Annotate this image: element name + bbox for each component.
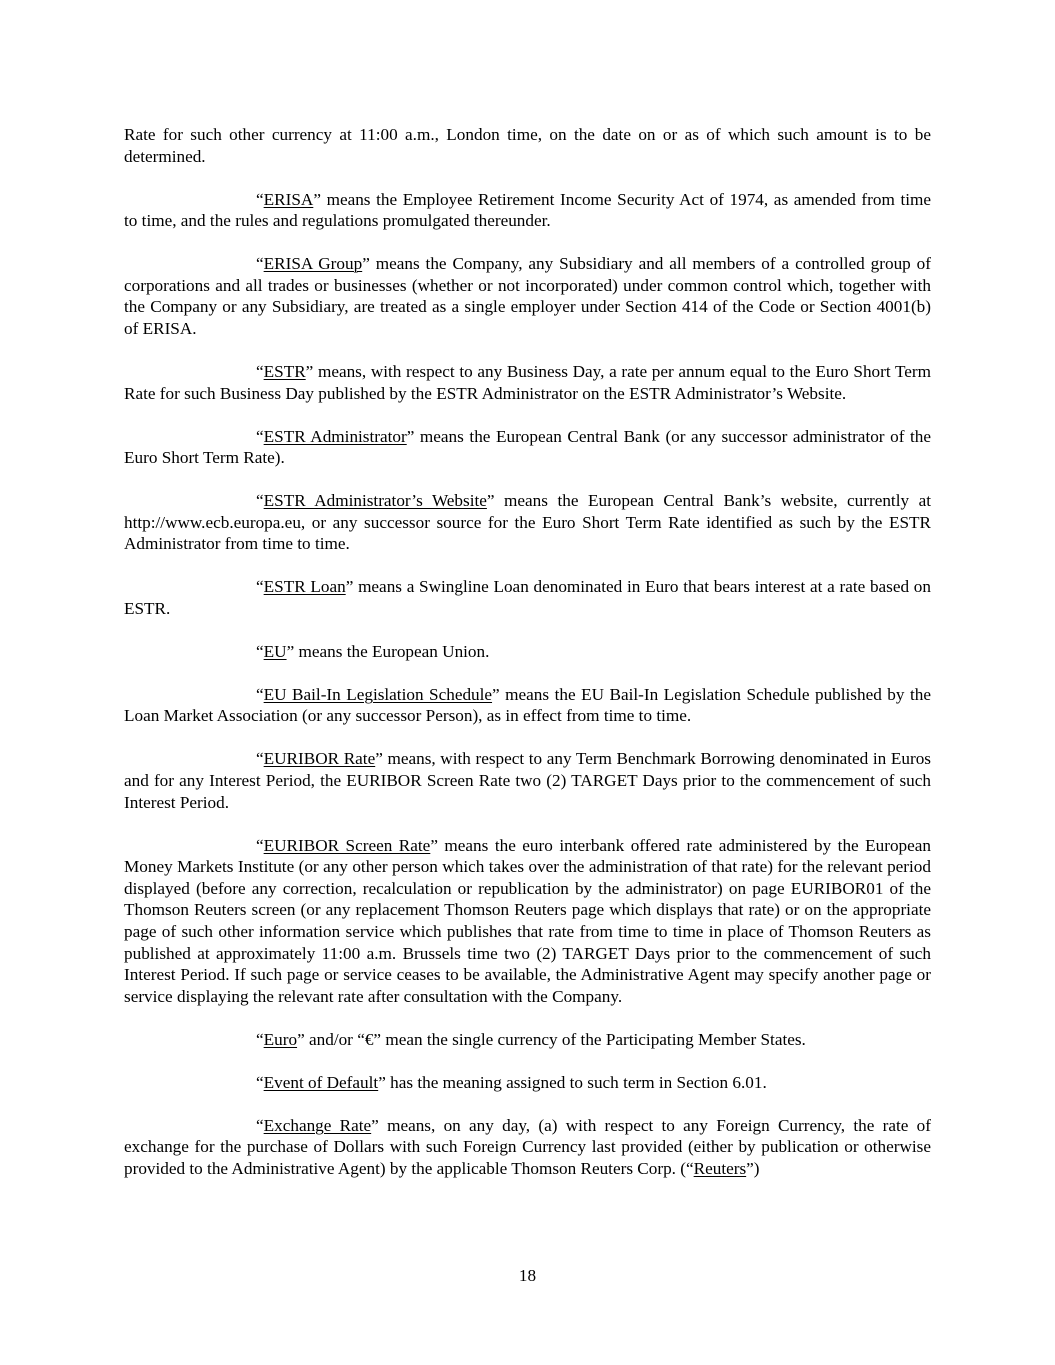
definition-text: means, on any day, (a) with respect to any Foreign Currency, the rate of exchange for the purchase of Dollars with such Foreign Currency last provided (either by publication or otherwise provided to the Administrative Agent) by the applicable Thomson Reuters Corp. ( <box>124 1115 931 1178</box>
definition-text: means the Employee Retirement Income Security Act of 1974, as amended from time to time, and the rules and regulations promulgated thereunder. <box>124 189 931 231</box>
definition-text: means the Company, any Subsidiary and all members of a controlled group of corporations and all trades or businesses (whether or not incorporated) under common control which, together with the Company or any Subsidiary, are treated as a single employer under Section 414 of the Code or Section 4001(b) of ERISA. <box>124 254 931 338</box>
definition-estr-administrators-website: “ESTR Administrator’s Website” means the European Central Bank’s website, currently at http://www.ecb.europa.eu, or any successor source for the Euro Short Term Rate identified as such by the ESTR Administrator from time to time. <box>124 491 931 554</box>
definition-euro: “Euro” and/or “€” mean the single currency of the Participating Member States. <box>256 1029 806 1049</box>
definition-text: means the European Union. <box>294 641 490 661</box>
definition-text: means a Swingline Loan denominated in Euro that bears interest at a rate based on ESTR. <box>124 577 931 618</box>
defined-term: Event of Default <box>263 1072 379 1092</box>
definition-text: and/or “€” mean the single currency of the Participating Member States. <box>304 1029 806 1049</box>
definition-text: means the EU Bail-In Legislation Schedule published by the Loan Market Association (or any successor Person), as in effect from time to time. <box>124 684 931 726</box>
definition-estr: “ESTR” means, with respect to any Business Day, a rate per annum equal to the Euro Short Term Rate for such Business Day published by the ESTR Administrator on the ESTR Administrator’s Website. <box>124 361 931 403</box>
defined-term: Euro <box>263 1029 298 1049</box>
definition-text: means the European Central Bank’s website, currently at http://www.ecb.europa.eu, or any successor source for the Euro Short Term Rate identified as such by the ESTR Administrator from time to time. <box>124 491 931 554</box>
definition-euribor-rate: “EURIBOR Rate” means, with respect to any Term Benchmark Borrowing denominated in Euros and for any Interest Period, the EURIBOR Screen Rate two (2) TARGET Days prior to the commencement of such Interest Period. <box>124 749 931 812</box>
defined-term: EU <box>263 641 287 661</box>
definition-exchange-rate: “Exchange Rate” means, on any day, (a) with respect to any Foreign Currency, the rate of exchange for the purchase of Dollars with such Foreign Currency last provided (either by publication or otherwise provided to the Administrative Agent) by the applicable Thomson Reuters Corp. (“Reuters”) <box>124 1115 931 1178</box>
definition-eu-bail-in-legislation-schedule: “EU Bail-In Legislation Schedule” means the EU Bail-In Legislation Schedule published by the Loan Market Association (or any successor Person), as in effect from time to time. <box>124 684 931 726</box>
page-number: 18 <box>518 1266 537 1285</box>
definition-text-tail: ) <box>753 1158 760 1178</box>
definition-euribor-screen-rate: “EURIBOR Screen Rate” means the euro interbank offered rate administered by the European Money Markets Institute (or any other person which takes over the administration of that rate) for the relevant period displayed (before any correction, recalculation or republication by the administrator) on page EURIBOR01 of the Thomson Reuters screen (or any replacement Thomson Reuters page which displays that rate) or on the appropriate page of such other information service which publishes that rate from time to time in place of Thomson Reuters as published at approximately 11:00 a.m. Brussels time two (2) TARGET Days prior to the commencement of such Interest Period. If such page or service ceases to be available, the Administrative Agent may specify another page or service displaying the relevant rate after consultation with the Company. <box>124 835 931 1006</box>
defined-term: ESTR Administrator <box>263 426 407 446</box>
definition-estr-loan: “ESTR Loan” means a Swingline Loan denominated in Euro that bears interest at a rate based on ESTR. <box>124 577 931 618</box>
continuation-paragraph: Rate for such other currency at 11:00 a.m., London time, on the date on or as of which such amount is to be determined. <box>124 125 931 166</box>
defined-term: ERISA Group <box>263 254 363 274</box>
document-body <box>124 124 931 1201</box>
defined-term: EURIBOR Rate <box>263 749 376 769</box>
defined-term: ESTR Administrator’s Website <box>263 491 487 511</box>
definition-text: has the meaning assigned to such term in Section 6.01. <box>385 1072 767 1092</box>
definition-event-of-default: “Event of Default” has the meaning assigned to such term in Section 6.01. <box>256 1072 767 1092</box>
definition-erisa-group: “ERISA Group” means the Company, any Subsidiary and all members of a controlled group of corporations and all trades or businesses (whether or not incorporated) under common control which, together with the Company or any Subsidiary, are treated as a single employer under Section 414 of the Code or Section 4001(b) of ERISA. <box>124 254 931 338</box>
defined-term: ERISA <box>263 189 314 209</box>
definition-text: means, with respect to any Business Day, a rate per annum equal to the Euro Short Term Rate for such Business Day published by the ESTR Administrator on the ESTR Administrator’s Website. <box>124 361 931 403</box>
defined-term: Exchange Rate <box>263 1115 372 1135</box>
definition-erisa: “ERISA” means the Employee Retirement Income Security Act of 1974, as amended from time to time, and the rules and regulations promulgated thereunder. <box>124 189 931 231</box>
definition-text: means, with respect to any Term Benchmark Borrowing denominated in Euros and for any Interest Period, the EURIBOR Screen Rate two (2) TARGET Days prior to the commencement of such Interest Period. <box>124 749 931 812</box>
defined-term: ESTR <box>263 361 306 381</box>
definition-eu: “EU” means the European Union. <box>256 641 490 661</box>
definition-text: means the European Central Bank (or any successor administrator of the Euro Short Term Rate). <box>124 426 931 468</box>
definition-estr-administrator: “ESTR Administrator” means the European Central Bank (or any successor administrator of the Euro Short Term Rate). <box>124 426 931 468</box>
definition-text: means the euro interbank offered rate administered by the European Money Markets Institute (or any other person which takes over the administration of that rate) for the relevant period displayed (before any correction, recalculation or republication by the administrator) on page EURIBOR01 of the Thomson Reuters screen (or any replacement Thomson Reuters page which displays that rate) or on the appropriate page of such other information service which publishes that rate from time to time in place of Thomson Reuters as published at approximately 11:00 a.m. Brussels time two (2) TARGET Days prior to the commencement of such Interest Period. If such page or service ceases to be available, the Administrative Agent may specify another page or service displaying the relevant rate after consultation with the Company. <box>124 835 931 1006</box>
defined-term-inline: Reuters <box>693 1158 747 1178</box>
defined-term: ESTR Loan <box>263 577 346 597</box>
defined-term: EU Bail-In Legislation Schedule <box>263 684 493 704</box>
defined-term: EURIBOR Screen Rate <box>263 835 431 855</box>
